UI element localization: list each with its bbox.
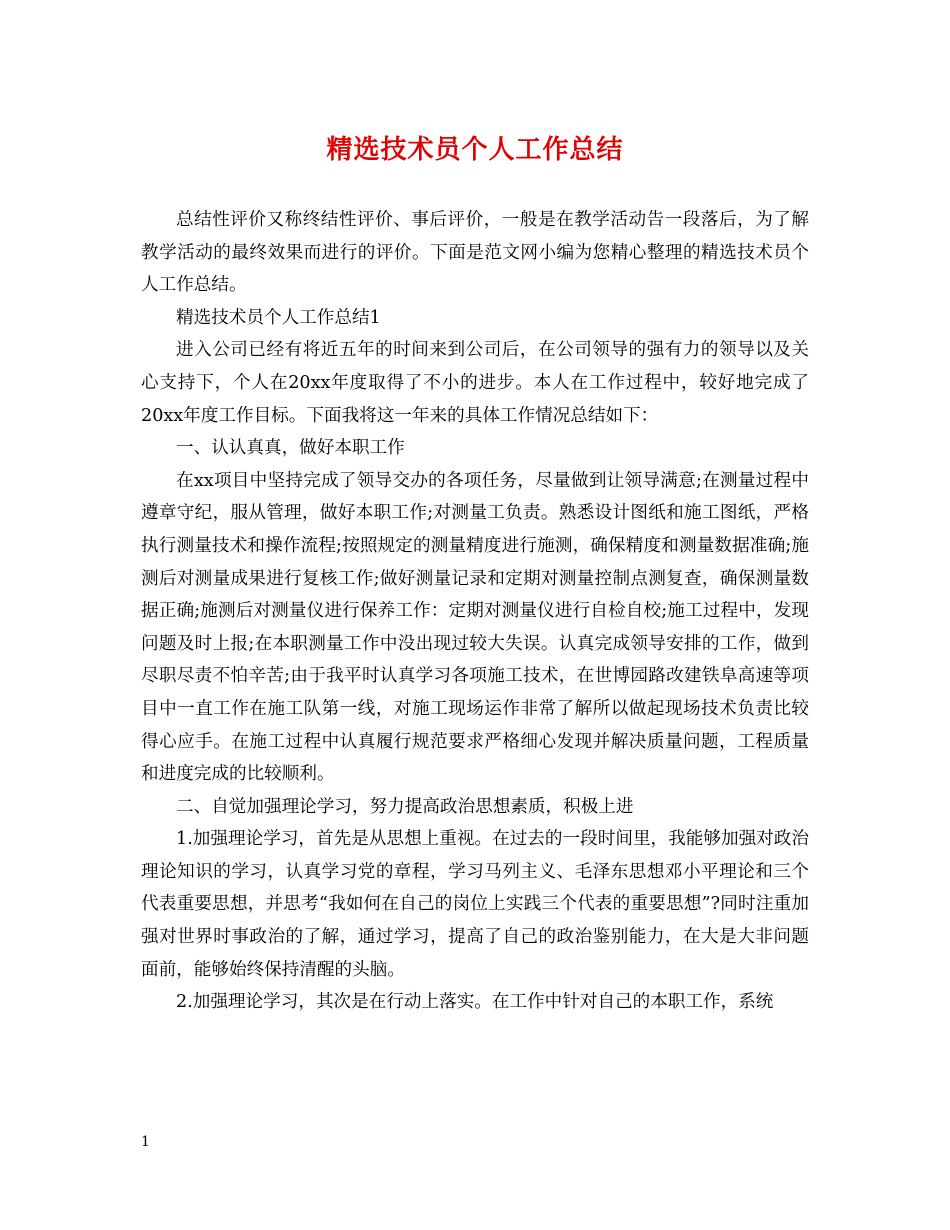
section-heading-1: 精选技术员个人工作总结1 [176,307,381,328]
document-title: 精选技术员个人工作总结 [326,135,624,165]
paragraph-intro: 总结性评价又称终结性评价、事后评价，一般是在教学活动告一段落后，为了解教学活动的最终效果而进行的评价。下面是范文网小编为您精心整理的精选技术员个人工作总结。 [141,210,809,296]
paragraph-theory-study-1: 1.加强理论学习，首先是从思想上重视。在过去的一段时间里，我能够加强对政治理论知识的学习，认真学习党的章程，学习马列主义、毛泽东思想邓小平理论和三个代表重要思想，并思考“我如何在自己的岗位上实践三个代表的重要思想”?同时注重加强对世界时事政治的了解，通过学习，提高了自己的政治鉴别能力，在大是大非问题面前，能够始终保持清醒的头脑。 [141,829,809,980]
paragraph-theory-study-2: 2.加强理论学习，其次是在行动上落实。在工作中针对自己的本职工作，系统 [176,992,774,1013]
subheading-1: 一、认认真真，做好本职工作 [176,438,405,459]
paragraph-work-details: 在xx项目中坚持完成了领导交办的各项任务，尽量做到让领导满意;在测量过程中遵章守纪，服从管理，做好本职工作;对测量工负责。熟悉设计图纸和施工图纸，严格执行测量技术和操作流程;按照规定的测量精度进行施测，确保精度和测量数据准确;施测后对测量成果进行复核工作;做好测量记录和定期对测量控制点测复查，确保测量数据正确;施测后对测量仪进行保养工作：定期对测量仪进行自检自校;施工过程中，发现问题及时上报;在本职测量工作中没出现过较大失误。认真完成领导安排的工作，做到尽职尽责不怕辛苦;由于我平时认真学习各项施工技术，在世博园路改建铁阜高速等项目中一直工作在施工队第一线，对施工现场运作非常了解所以做起现场技术负责比较得心应手。在施工过程中认真履行规范要求严格细心发现并解决质量问题，工程质量和进度完成的比较顺利。 [141,470,809,785]
page-number: 1 [141,1134,150,1150]
subheading-2: 二、自觉加强理论学习，努力提高政治思想素质，积极上进 [176,796,634,817]
paragraph-opening: 进入公司已经有将近五年的时间来到公司后，在公司领导的强有力的领导以及关心支持下，个人在20xx年度取得了不小的进步。本人在工作过程中，较好地完成了20xx年度工作目标。下面我将这一年来的具体工作情况总结如下： [141,340,809,426]
document-body [141,204,809,1019]
